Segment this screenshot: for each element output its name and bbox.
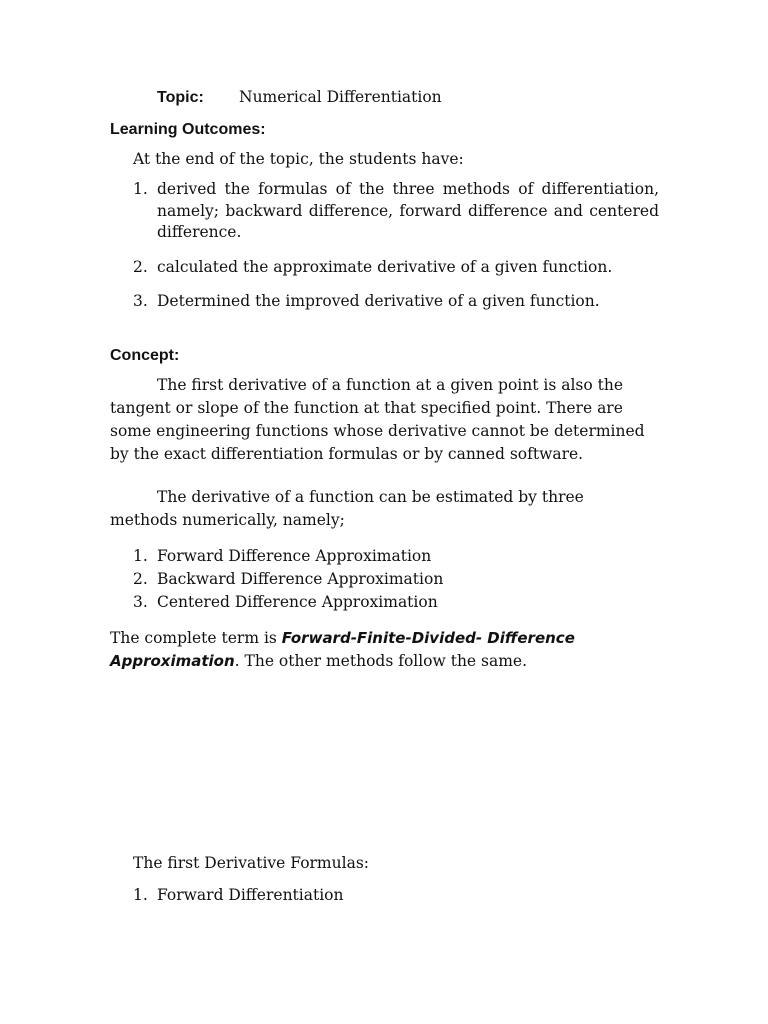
list-item-number: 1. [133,886,148,904]
first-derivative-list [133,884,659,907]
complete-term-paragraph [110,627,650,673]
methods-list [133,545,659,614]
concept-paragraph-2: The derivative of a function can be estimated by three methods numerically, namely; [110,488,584,529]
list-item-number: 1. [133,547,148,565]
complete-term-suffix: . The other methods follow the same. [234,652,528,670]
learning-outcomes-list-3 [133,290,659,313]
list-item-text: Backward Difference Approximation [157,570,444,588]
learning-outcomes-list-2 [133,256,659,279]
list-item [133,884,659,907]
list-item-number: 2. [133,570,148,588]
list-item [133,179,659,244]
list-item [133,568,659,591]
topic-label: Topic: [157,89,204,106]
list-item-text: calculated the approximate derivative of a given function. [157,258,613,276]
list-item-number: 1. [133,180,148,198]
list-item-text: derived the formulas of the three methods of differentiation, namely; backward difference, forward difference and centered difference. [157,180,659,241]
list-item [133,591,659,614]
list-item-number: 3. [133,593,148,611]
first-derivative-heading: The first Derivative Formulas: [133,854,369,872]
list-item [133,290,659,313]
list-item [133,545,659,568]
complete-term-emphasis: Forward-Finite-Divided- Difference Approximation [110,629,575,670]
list-item-text: Forward Difference Approximation [157,547,432,565]
complete-term-prefix: The complete term is [110,629,282,647]
list-item-text: Determined the improved derivative of a given function. [157,292,600,310]
learning-outcomes-intro: At the end of the topic, the students have: [133,150,464,168]
list-item-number: 2. [133,258,148,276]
topic-row [157,86,442,109]
concept-heading: Concept: [110,347,180,364]
concept-paragraph-1: The first derivative of a function at a given point is also the tangent or slope of the function at that specified point. There are some engineering functions whose derivative cannot be determined by the exact differentiation formulas or by canned software. [110,376,645,463]
list-item-number: 3. [133,292,148,310]
learning-outcomes-heading: Learning Outcomes: [110,121,266,138]
list-item-text: Centered Difference Approximation [157,593,438,611]
list-item [133,256,659,279]
learning-outcomes-list [133,179,659,244]
list-item-text: Forward Differentiation [157,886,344,904]
topic-value: Numerical Differentiation [239,88,442,106]
